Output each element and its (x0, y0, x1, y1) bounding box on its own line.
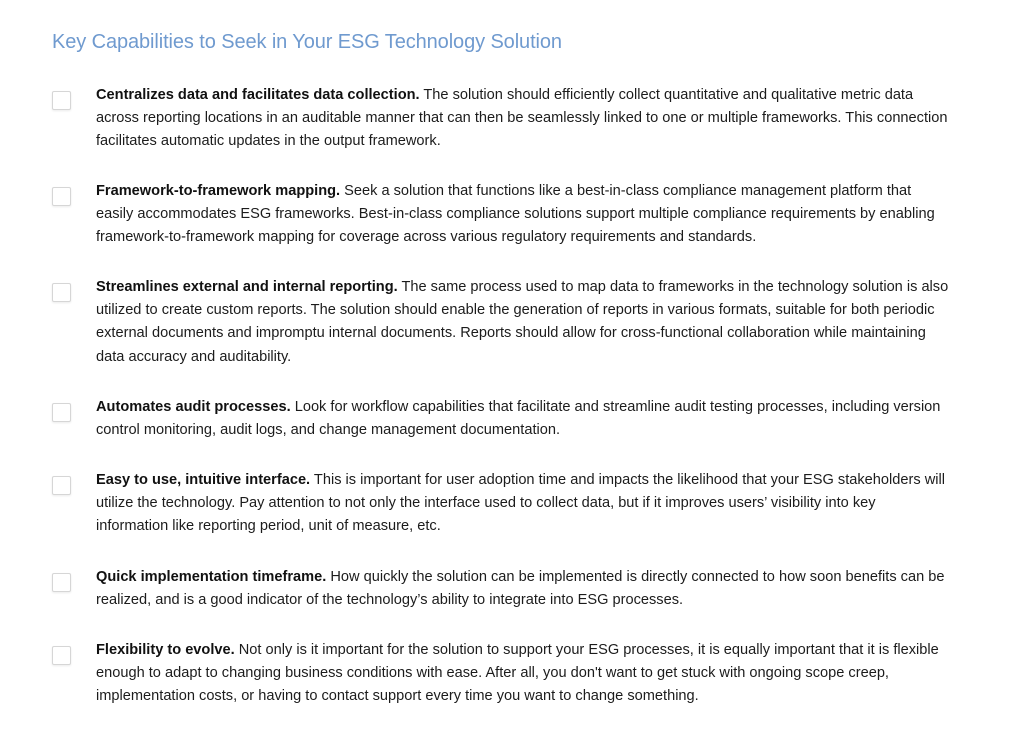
checkbox[interactable] (52, 91, 71, 110)
checkbox[interactable] (52, 403, 71, 422)
item-body: Not only is it important for the solution to support your ESG processes, it is equally important that it is flexible enough to adapt to changing business conditions with ease. After all, you don't want to get stuck with ongoing scope creep, implementation costs, or having to contact support every time you want to change something. (96, 642, 939, 705)
item-text (96, 566, 951, 612)
item-heading: Automates audit processes. (96, 399, 291, 415)
page-title: Key Capabilities to Seek in Your ESG Technology Solution (52, 31, 562, 53)
item-text (96, 276, 951, 369)
item-body: Look for workflow capabilities that facilitate and streamline audit testing processes, including version control monitoring, audit logs, and change management documentation. (96, 399, 941, 439)
item-body: The same process used to map data to frameworks in the technology solution is also utilized to create custom reports. The solution should enable the generation of reports in various formats, suitable for both periodic external documents and impromptu internal documents. Reports should allow for cross-functional collaboration while maintaining data accuracy and auditability. (96, 279, 949, 365)
item-body: This is important for user adoption time and impacts the likelihood that your ESG stakeholders will utilize the technology. Pay attention to not only the interface used to collect data, but if it improves users’ visibility into key information like reporting period, unit of measure, etc. (96, 472, 945, 535)
item-heading: Quick implementation timeframe. (96, 569, 327, 585)
checkbox[interactable] (52, 646, 71, 665)
item-body: The solution should efficiently collect quantitative and qualitative metric data across reporting locations in an auditable manner that can then be seamlessly linked to one or multiple frameworks. This connection facilitates automatic updates in the output framework. (96, 87, 948, 150)
item-text (96, 469, 951, 539)
item-heading: Easy to use, intuitive interface. (96, 472, 311, 488)
item-text (96, 396, 951, 442)
item-heading: Flexibility to evolve. (96, 642, 235, 658)
item-text (96, 180, 951, 250)
item-heading: Framework-to-framework mapping. (96, 183, 341, 199)
item-heading: Centralizes data and facilitates data collection. (96, 87, 420, 103)
item-body: How quickly the solution can be implemented is directly connected to how soon benefits can be realized, and is a good indicator of the technology’s ability to integrate into ESG processes. (96, 569, 945, 609)
checkbox[interactable] (52, 573, 71, 592)
item-body: Seek a solution that functions like a best-in-class compliance management platform that easily accommodates ESG frameworks. Best-in-class compliance solutions support multiple compliance requirements by enabling framework-to-framework mapping for coverage across various regulatory requirements and standards. (96, 183, 935, 246)
checkbox[interactable] (52, 283, 71, 302)
checkbox[interactable] (52, 476, 71, 495)
item-text (96, 639, 951, 709)
checkbox[interactable] (52, 187, 71, 206)
item-text (96, 84, 951, 154)
item-heading: Streamlines external and internal reporting. (96, 279, 398, 295)
